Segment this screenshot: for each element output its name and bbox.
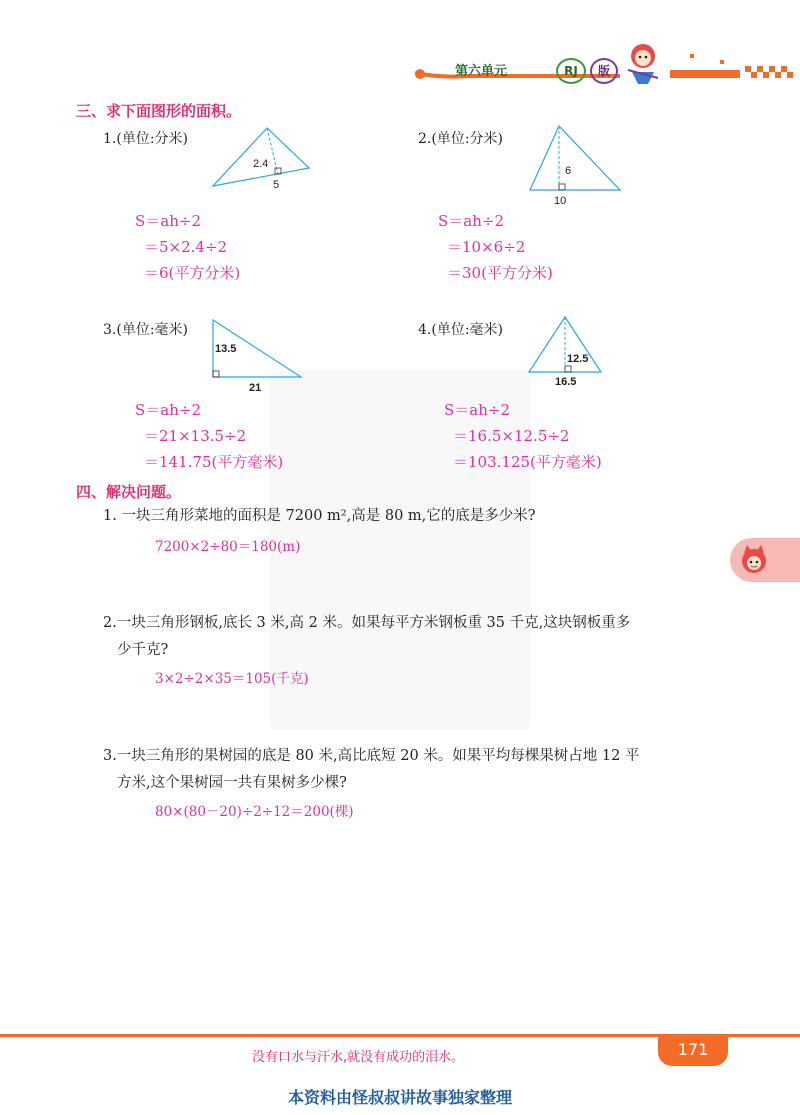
unit-title: 第六单元 [455,64,508,79]
problem-3-label: 3.(单位:毫米) [103,322,188,338]
problem-2-answer [438,208,553,286]
triangle-3-figure [205,315,310,395]
problem-2-label: 2.(单位:分米) [418,131,503,147]
page-number: 171 [677,1040,709,1059]
question-3-line-1: 3.一块三角形的果树园的底是 80 米,高比底短 20 米。如果平均每棵果树占地 12 平 [103,748,640,764]
answer-line: ＝141.75(平方毫米) [144,453,284,471]
header-decoration [0,40,800,100]
answer-line: S＝ah÷2 [135,212,201,230]
question-3-answer: 80×(80－20)÷2÷12＝200(棵) [155,804,354,820]
side-mascot-icon [738,543,770,577]
answer-line: ＝10×6÷2 [447,238,526,256]
section-3-title: 三、求下面图形的面积。 [76,102,242,120]
triangle-2-figure [525,120,625,210]
answer-line: ＝6(平方分米) [144,264,241,282]
footer-motto: 没有口水与汗水,就没有成功的泪水。 [252,1050,465,1065]
fig-2-height: 6 [565,165,572,177]
fig-1-base: 5 [273,179,280,191]
answer-line: ＝16.5×12.5÷2 [453,427,570,445]
question-1-answer: 7200×2÷80＝180(m) [155,539,301,555]
mascot-icon [618,38,668,86]
footer-credit: 本资料由怪叔叔讲故事独家整理 [287,1088,512,1107]
answer-line: ＝5×2.4÷2 [144,238,228,256]
fig-4-base: 16.5 [555,376,577,388]
question-1-text: 1. 一块三角形菜地的面积是 7200 m²,高是 80 m,它的底是多少米? [103,508,536,524]
answer-line: S＝ah÷2 [135,401,201,419]
question-2-line-2: 少千克? [117,642,169,658]
rj-badge: RJ [556,58,586,84]
fig-3-base: 21 [249,382,262,394]
answer-line: ＝103.125(平方毫米) [453,453,602,471]
fig-3-height: 13.5 [215,343,237,355]
triangle-4-figure [525,312,605,390]
ban-badge: 版 [590,58,618,84]
triangle-1-figure [205,120,315,195]
answer-line: ＝21×13.5÷2 [144,427,247,445]
question-3-line-2: 方米,这个果树园一共有果树多少棵? [117,775,347,791]
problem-4-answer [444,397,602,475]
problem-3-answer [135,397,283,475]
question-2-answer: 3×2÷2×35＝105(千克) [155,671,309,687]
answer-line: S＝ah÷2 [444,401,510,419]
answer-line: S＝ah÷2 [438,212,504,230]
fig-1-height: 2.4 [253,158,269,170]
problem-1-label: 1.(单位:分米) [103,131,188,147]
section-4-title: 四、解决问题。 [76,483,182,501]
fig-2-base: 10 [554,195,567,207]
problem-1-answer [135,208,240,286]
answer-line: ＝30(平方分米) [447,264,553,282]
question-2-line-1: 2.一块三角形钢板,底长 3 米,高 2 米。如果每平方米钢板重 35 千克,这块钢板重多 [103,615,631,631]
problem-4-label: 4.(单位:毫米) [418,322,503,338]
fig-4-height: 12.5 [567,353,589,365]
